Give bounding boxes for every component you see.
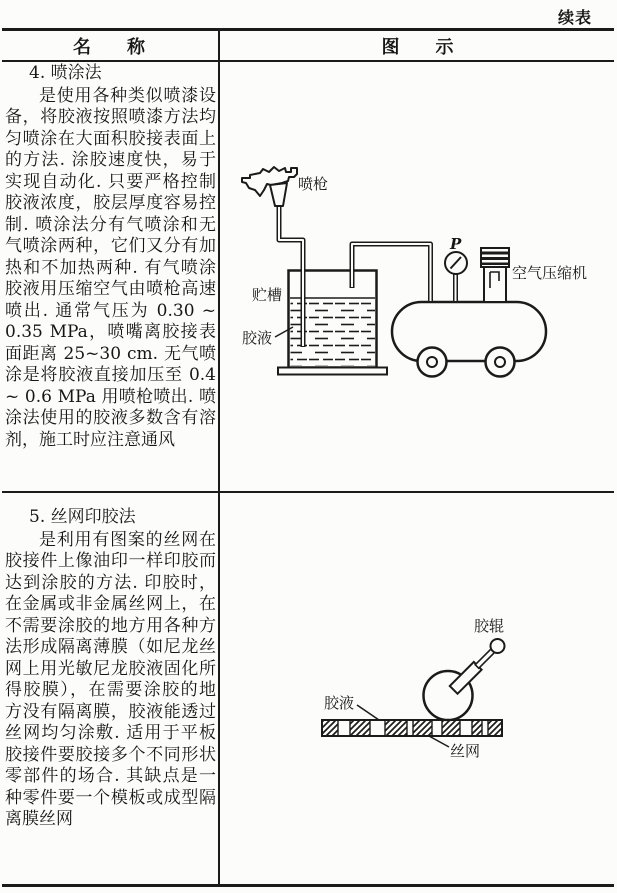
header-illustration-column: 图 示 [381, 36, 454, 58]
adhesive-leader-line [357, 705, 379, 720]
wheel-hub [427, 357, 437, 367]
pressure-gauge-label: P [450, 235, 462, 253]
wheel-hub [495, 357, 505, 367]
continued-table-label: 续表 [558, 8, 593, 27]
adhesive-label: 胶液 [242, 329, 273, 347]
compressor-cap-fin [482, 252, 508, 255]
table-bottom-border [2, 884, 614, 887]
spray-gun-cup-figure [270, 183, 287, 206]
spray-coating-diagram [230, 160, 612, 392]
storage-tank-label: 贮槽 [252, 286, 283, 304]
adhesive-label: 胶液 [324, 694, 355, 712]
screen-leader-line [429, 736, 449, 747]
column-divider-rule [218, 28, 220, 887]
row-screen-printing-text [5, 507, 216, 831]
row-spray-coating-text [5, 63, 216, 451]
screen-printing-diagram [310, 608, 516, 768]
compressor-cap-fin [482, 263, 508, 266]
row-divider-rule [2, 491, 614, 493]
method-title: 5. 丝网印胶法 [29, 507, 136, 527]
tank-base-plate [278, 368, 387, 375]
method-description: 是使用各种类似喷漆设备，将胶液按照喷漆方法均匀喷涂在大面积胶接表面上的方法. 涂胶速度快，易于实现自动化. 只要严格控制胶液浓度，胶层厚度容易控制. 喷涂法分有气喷涂和无气喷涂两种，它们又分有加热和不加热两种. 有气喷涂胶液用压缩空气由喷枪高速喷出. 通常气压为 0.30 ~ 0.35 MPa，喷嘴离胶接表面距离 25~30 cm. 无气喷涂是将胶液直接加压至 0.4 ~ 0.6 MPa 用喷枪喷出. 喷涂法使用的胶液多数含有溶剂，施工时应注意通风 [5, 85, 216, 450]
spray-gun-figure [242, 167, 297, 196]
method-title: 4. 喷涂法 [29, 63, 102, 83]
compressor-cap-fin [482, 257, 508, 260]
compressor-tank-figure [392, 302, 546, 361]
screen-label: 丝网 [450, 742, 481, 760]
spray-gun-label: 喷枪 [298, 175, 329, 193]
air-compressor-label: 空气压缩机 [512, 264, 588, 282]
glue-roller-label: 胶辊 [474, 617, 505, 635]
header-bottom-rule [2, 60, 614, 62]
method-description: 是利用有图案的丝网在胶接件上像油印一样印胶而达到涂胶的方法. 印胶时，在金属或非金属丝网上，在不需要涂胶的地方用各种方法形成隔离薄膜（如尼龙丝网上用光敏尼龙胶液固化所得胶膜），在需要涂胶的地方没有隔离膜，胶液能透过丝网均匀涂敷. 适用于平板胶接件要胶接多个不同形状零部件的场合. 其缺点是一种零件要一个模板或成型隔离膜丝网 [5, 529, 216, 829]
header-name-column: 名 称 [73, 36, 145, 58]
